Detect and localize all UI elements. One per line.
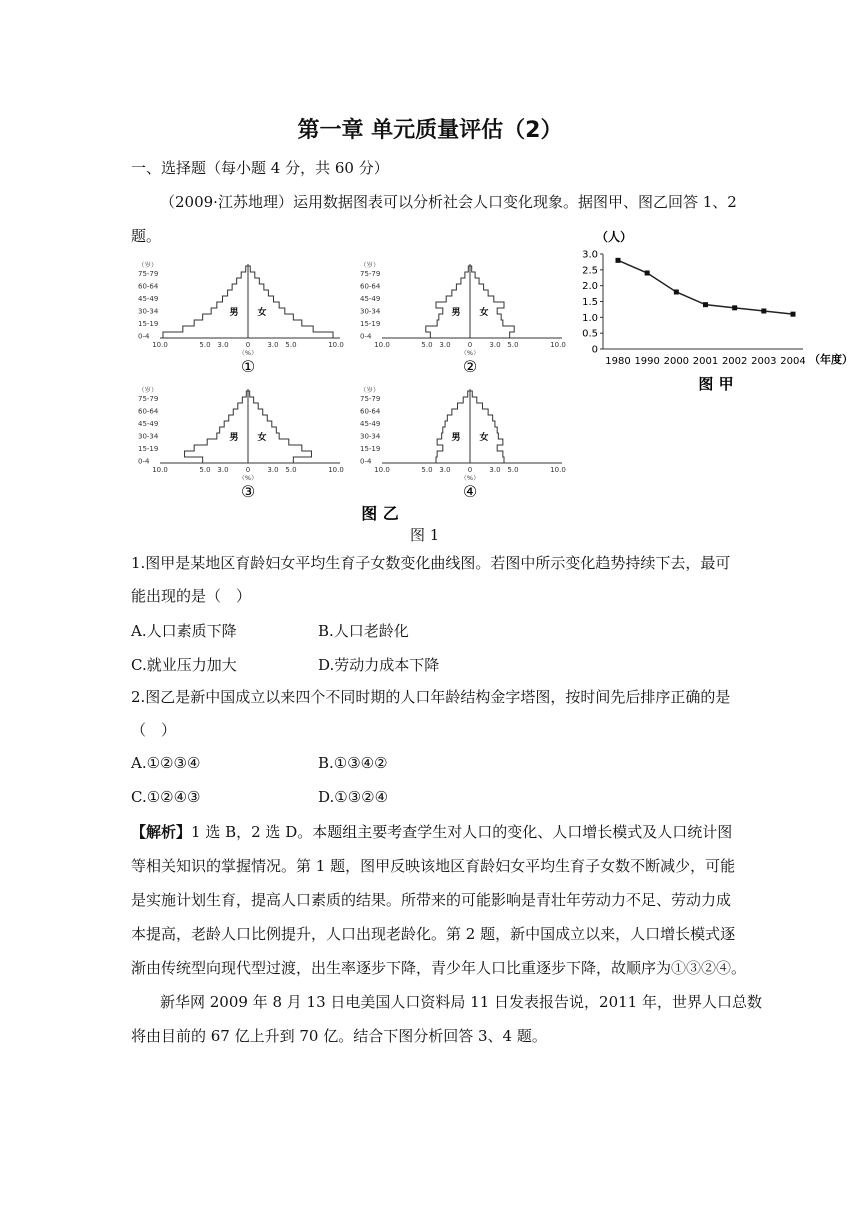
figure-caption: 图 1 (410, 526, 440, 544)
pyramid-x-tick: 3.0 (489, 341, 501, 349)
pyramids-caption: 图 乙 (361, 504, 399, 523)
pyramid-x-tick: 10.0 (152, 466, 168, 474)
pyramid-age-unit: （岁） (360, 261, 380, 269)
chart-ylabel: （人） (596, 230, 633, 244)
passage-text-cont: 将由目前的 67 亿上升到 70 亿。结合下图分析回答 3、4 题。 (131, 1027, 547, 1045)
passage-text: 新华网 2009 年 8 月 13 日电美国人口资料局 11 日发表报告说，2011 年，世界人口总数 (160, 993, 762, 1011)
pyramid-x-tick: 5.0 (199, 341, 211, 349)
chart-x-tick-label: 1990 (634, 356, 660, 367)
chart-data-point (732, 305, 737, 310)
pyramid-age-label: 30-34 (138, 432, 159, 441)
pyramid-age-label: 30-34 (138, 307, 159, 316)
chart-data-point (761, 309, 766, 314)
analysis-line-4: 本提高，老龄人口比例提升，人口出现老龄化。第 2 题，新中国成立以来，人口增长模式逐 (131, 925, 736, 943)
pyramid-x-tick: 5.0 (285, 466, 297, 474)
chart-x-tick-label: 2003 (751, 356, 777, 367)
pyramid-x-tick: 3.0 (267, 341, 279, 349)
pyramid-female-label: 女 (479, 433, 489, 443)
pyramid-x-tick: 10.0 (550, 466, 566, 474)
q1-option-d: D.劳动力成本下降 (318, 656, 440, 674)
pyramid-x-unit: （%） (238, 349, 258, 357)
pyramid-age-label: 30-34 (360, 432, 381, 441)
pyramid-male-label: 男 (229, 433, 239, 443)
chart-y-tick-label: 3.0 (582, 249, 598, 261)
pyramid-number-label: ② (462, 357, 478, 376)
chart-xlabel: （年度） (809, 353, 853, 366)
pyramid-female-label: 女 (257, 433, 267, 443)
pyramid-2 (360, 260, 566, 376)
pyramid-3 (138, 385, 344, 501)
analysis-line-2: 等相关知识的掌握情况。第 1 题，图甲反映该地区育龄妇女平均生育子女数不断减少，可能 (131, 857, 736, 875)
chart-y-tick-label: 2.5 (582, 265, 598, 277)
pyramid-age-label: 30-34 (360, 307, 381, 316)
fertility-line-chart (578, 228, 853, 398)
q2-stem-cont: （ ） (131, 721, 177, 739)
pyramid-x-tick: 5.0 (285, 341, 297, 349)
q2-stem: 2.图乙是新中国成立以来四个不同时期的人口年龄结构金字塔图，按时间先后排序正确的是 (131, 688, 731, 706)
analysis-line-5: 渐由传统型向现代型过渡，出生率逐步下降，青少年人口比重逐步下降，故顺序为①③②④。 (131, 959, 747, 977)
pyramid-age-label: 60-64 (138, 282, 159, 291)
chart-title: 图 甲 (698, 375, 734, 393)
pyramid-age-label: 60-64 (138, 407, 159, 416)
pyramid-age-label: 75-79 (360, 395, 381, 403)
pyramid-x-tick: 0 (467, 466, 473, 474)
pyramid-age-label: 75-79 (138, 395, 159, 403)
pyramid-x-tick: 3.0 (217, 466, 229, 474)
intro-text: （2009·江苏地理）运用数据图表可以分析社会人口变化现象。据图甲、图乙回答 1、2 (160, 193, 737, 211)
pyramid-x-tick: 3.0 (439, 466, 451, 474)
pyramid-female-label: 女 (257, 308, 267, 318)
pyramid-x-tick: 3.0 (217, 341, 229, 349)
pyramid-x-unit: （%） (238, 474, 258, 482)
page-title: 第一章 单元质量评估（2） (297, 118, 563, 143)
pyramid-x-tick: 5.0 (421, 466, 433, 474)
pyramid-x-tick: 0 (245, 466, 251, 474)
pyramid-x-tick: 10.0 (550, 341, 566, 349)
pyramid-x-tick: 3.0 (439, 341, 451, 349)
pyramid-age-label: 0-4 (138, 457, 150, 466)
intro-text-cont: 题。 (131, 227, 162, 245)
q2-option-b: B.①③④② (318, 754, 388, 772)
pyramid-male-label: 男 (451, 433, 461, 443)
pyramid-x-tick: 0 (467, 341, 473, 349)
pyramid-female-label: 女 (479, 308, 489, 318)
chart-y-tick-label: 1.0 (582, 312, 598, 324)
pyramid-age-label: 45-49 (138, 295, 159, 303)
pyramid-age-label: 45-49 (360, 420, 381, 428)
pyramid-age-label: 15-19 (138, 320, 159, 328)
pyramid-x-tick: 10.0 (152, 341, 168, 349)
chart-data-point (674, 290, 679, 295)
q1-stem: 1.图甲是某地区育龄妇女平均生育子女数变化曲线图。若图中所示变化趋势持续下去，最可 (131, 554, 731, 572)
chart-data-point (616, 258, 621, 263)
q1-stem-cont: 能出现的是（ ） (131, 587, 252, 605)
q1-option-b: B.人口老龄化 (318, 622, 409, 640)
q2-option-d: D.①③②④ (318, 788, 389, 806)
pyramid-age-label: 45-49 (138, 420, 159, 428)
chart-data-point (791, 312, 796, 317)
chart-data-point (645, 271, 650, 276)
pyramid-male-label: 男 (451, 308, 461, 318)
chart-x-tick-label: 2004 (780, 356, 806, 367)
chart-data-point (703, 302, 708, 307)
pyramid-x-unit: （%） (460, 474, 480, 482)
pyramid-age-unit: （岁） (360, 386, 380, 394)
pyramid-age-label: 0-4 (360, 457, 372, 466)
pyramid-age-label: 75-79 (360, 270, 381, 278)
pyramid-number-label: ③ (240, 482, 256, 501)
pyramid-age-unit: （岁） (138, 386, 158, 394)
pyramid-1 (138, 260, 344, 376)
chart-y-tick-label: 2.0 (582, 281, 598, 293)
chart-x-tick-label: 2002 (721, 356, 748, 367)
pyramid-x-tick: 5.0 (507, 341, 519, 349)
chart-y-tick-label: 0 (591, 344, 598, 356)
pyramid-age-label: 15-19 (360, 445, 381, 453)
analysis-line-3: 是实施计划生育，提高人口素质的结果。所带来的可能影响是青壮年劳动力不足、劳动力成 (131, 891, 732, 909)
pyramid-x-tick: 0 (245, 341, 251, 349)
pyramid-4 (360, 385, 566, 501)
pyramid-number-label: ① (240, 357, 256, 376)
chart-x-tick-label: 2000 (663, 356, 690, 367)
chart-x-tick-label: 1980 (605, 356, 631, 367)
q1-option-a: A.人口素质下降 (131, 622, 237, 640)
chart-y-tick-label: 0.5 (582, 328, 598, 340)
pyramid-age-label: 0-4 (360, 332, 372, 341)
pyramid-x-tick: 5.0 (421, 341, 433, 349)
pyramid-x-tick: 10.0 (374, 341, 390, 349)
pyramid-age-label: 15-19 (138, 445, 159, 453)
pyramid-age-label: 60-64 (360, 282, 381, 291)
q1-option-c: C.就业压力加大 (131, 656, 237, 674)
q2-option-c: C.①②④③ (131, 788, 201, 806)
analysis-line-1: 【解析】1 选 B，2 选 D。本题组主要考查学生对人口的变化、人口增长模式及人口统计图 (131, 823, 733, 841)
pyramid-x-tick: 3.0 (489, 466, 501, 474)
pyramid-age-label: 15-19 (360, 320, 381, 328)
pyramid-age-label: 45-49 (360, 295, 381, 303)
pyramid-x-tick: 10.0 (374, 466, 390, 474)
pyramid-x-unit: （%） (460, 349, 480, 357)
pyramid-x-tick: 5.0 (507, 466, 519, 474)
pyramid-x-tick: 5.0 (199, 466, 211, 474)
pyramid-age-label: 75-79 (138, 270, 159, 278)
pyramid-x-tick: 10.0 (328, 341, 344, 349)
pyramid-age-label: 60-64 (360, 407, 381, 416)
pyramid-age-unit: （岁） (138, 261, 158, 269)
pyramid-age-label: 0-4 (138, 332, 150, 341)
chart-x-tick-label: 2001 (692, 356, 719, 367)
q2-option-a: A.①②③④ (131, 754, 201, 772)
chart-y-tick-label: 1.5 (582, 297, 598, 308)
section-heading: 一、选择题（每小题 4 分，共 60 分） (131, 159, 389, 177)
pyramid-number-label: ④ (462, 482, 478, 501)
pyramid-x-tick: 10.0 (328, 466, 344, 474)
analysis-label: 【解析】 (131, 823, 192, 841)
pyramid-male-label: 男 (229, 308, 239, 318)
pyramid-x-tick: 3.0 (267, 466, 279, 474)
population-pyramids (130, 255, 570, 525)
